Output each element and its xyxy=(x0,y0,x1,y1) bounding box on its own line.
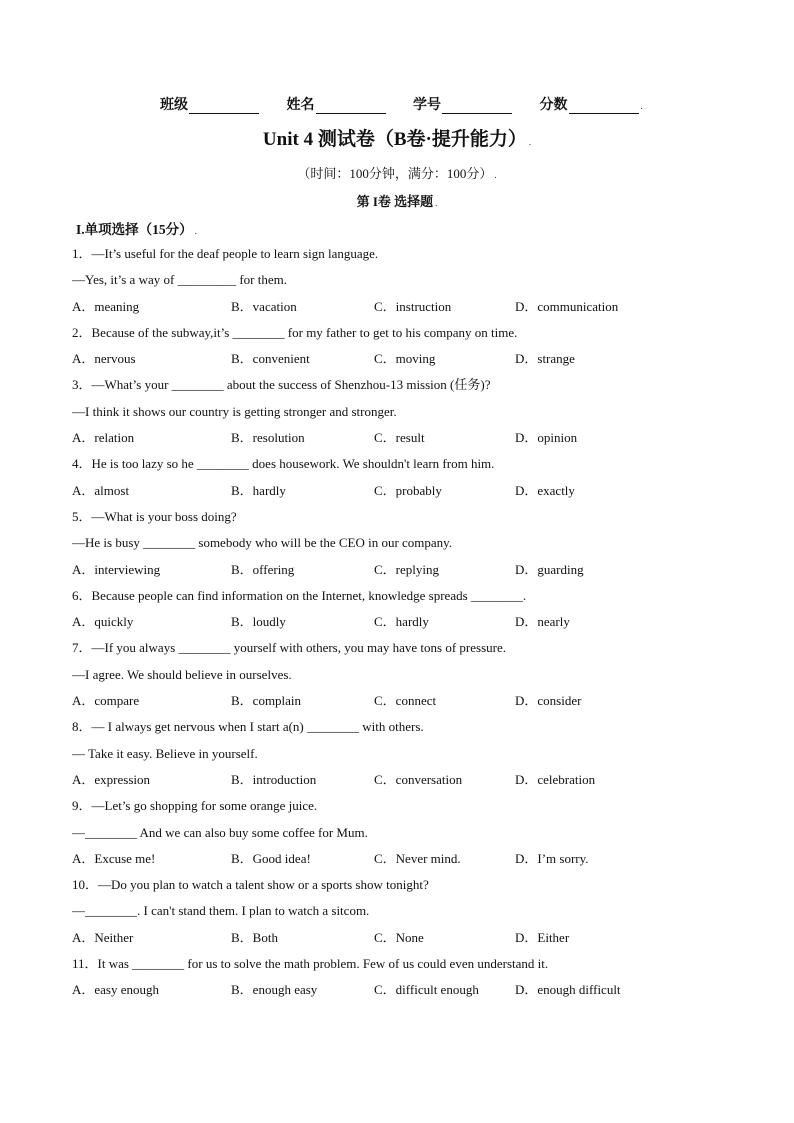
option-d[interactable]: D．opinion xyxy=(515,430,578,446)
question-list xyxy=(72,244,712,1007)
exam-info xyxy=(0,163,794,182)
section-title-text: 第 I卷 选择题 xyxy=(356,194,434,209)
question-stem: 5．—What is your boss doing? xyxy=(72,508,237,524)
question-stem: 11．It was ________ for us to solve the math problem. Few of us could even understand it. xyxy=(72,956,549,972)
option-b[interactable]: B．hardly xyxy=(231,482,286,498)
question-dialogue-line: —________. I can't stand them. I plan to watch a sitcom. xyxy=(72,903,370,919)
exam-info-text: （时间：100分钟，满分：100分） xyxy=(297,166,493,181)
page-title xyxy=(0,124,794,151)
option-c[interactable]: C．connect xyxy=(374,693,437,709)
option-c[interactable]: C．hardly xyxy=(374,614,429,630)
option-row xyxy=(72,928,712,954)
question-item xyxy=(72,323,712,376)
option-c[interactable]: C．replying xyxy=(374,561,439,577)
number-label: 学号 xyxy=(413,98,441,113)
number-blank[interactable] xyxy=(442,99,512,114)
option-a[interactable]: A．expression xyxy=(72,771,150,787)
question-stem: 10．—Do you plan to watch a talent show or a sports show tonight? xyxy=(72,877,429,893)
score-field xyxy=(540,94,643,114)
option-b[interactable]: B．enough easy xyxy=(231,982,318,998)
name-field xyxy=(287,94,386,114)
option-d[interactable]: D．I’m sorry. xyxy=(515,850,589,866)
option-row xyxy=(72,691,712,717)
option-c[interactable]: C．probably xyxy=(374,482,442,498)
class-label: 班级 xyxy=(160,98,188,113)
option-b[interactable]: B．offering xyxy=(231,561,295,577)
option-a[interactable]: A．almost xyxy=(72,482,130,498)
option-c[interactable]: C．result xyxy=(374,430,425,446)
option-d[interactable]: D．guarding xyxy=(515,561,584,577)
section-mark: . xyxy=(435,198,438,208)
question-item xyxy=(72,875,712,954)
option-c[interactable]: C．instruction xyxy=(374,298,452,314)
option-row xyxy=(72,770,712,796)
option-d[interactable]: D．enough difficult xyxy=(515,982,621,998)
question-item xyxy=(72,638,712,717)
option-a[interactable]: A．meaning xyxy=(72,298,140,314)
title-mark: . xyxy=(528,137,532,147)
question-dialogue-line: —He is busy ________ somebody who will be the CEO in our company. xyxy=(72,535,453,551)
option-a[interactable]: A．nervous xyxy=(72,351,136,367)
question-item xyxy=(72,454,712,507)
part-title-text: I.单项选择（15分） xyxy=(76,222,193,237)
name-label: 姓名 xyxy=(286,98,315,113)
option-c[interactable]: C．conversation xyxy=(374,771,463,787)
option-c[interactable]: C．Never mind. xyxy=(374,850,461,866)
question-dialogue-line: — Take it easy. Believe in yourself. xyxy=(72,745,258,761)
question-item xyxy=(72,954,712,1007)
header-end-mark: . xyxy=(640,101,643,111)
option-b[interactable]: B．loudly xyxy=(231,614,286,630)
question-dialogue-line: —I think it shows our country is getting stronger and stronger. xyxy=(72,403,397,419)
option-row xyxy=(72,849,712,875)
option-a[interactable]: A．easy enough xyxy=(72,982,160,998)
question-item xyxy=(72,244,712,323)
option-a[interactable]: A．compare xyxy=(72,693,140,709)
name-blank[interactable] xyxy=(316,99,386,114)
option-row xyxy=(72,980,712,1006)
option-row xyxy=(72,612,712,638)
option-b[interactable]: B．vacation xyxy=(231,298,297,314)
option-b[interactable]: B．resolution xyxy=(231,430,305,446)
number-field xyxy=(413,94,512,114)
class-field xyxy=(160,94,259,114)
class-blank[interactable] xyxy=(189,99,259,114)
question-stem: 9．—Let’s go shopping for some orange juice. xyxy=(72,798,318,814)
option-b[interactable]: B．convenient xyxy=(231,351,310,367)
option-row xyxy=(72,349,712,375)
option-c[interactable]: C．moving xyxy=(374,351,436,367)
question-item xyxy=(72,375,712,454)
question-dialogue-line: —Yes, it’s a way of _________ for them. xyxy=(72,272,287,288)
part-title xyxy=(76,218,197,238)
option-b[interactable]: B．complain xyxy=(231,693,302,709)
option-a[interactable]: A．interviewing xyxy=(72,561,161,577)
score-label: 分数 xyxy=(539,98,568,113)
option-row xyxy=(72,428,712,454)
question-stem: 3．—What’s your ________ about the success of Shenzhou-13 mission (任务)? xyxy=(72,377,491,393)
title-text: Unit 4 测试卷（B卷·提升能力） xyxy=(262,129,527,150)
option-d[interactable]: D．communication xyxy=(515,298,619,314)
option-c[interactable]: C．difficult enough xyxy=(374,982,479,998)
option-a[interactable]: A．Excuse me! xyxy=(72,850,156,866)
question-stem: 4．He is too lazy so he ________ does housework. We shouldn't learn from him. xyxy=(72,456,495,472)
question-item xyxy=(72,586,712,639)
option-b[interactable]: B．Good idea! xyxy=(231,850,311,866)
question-item xyxy=(72,717,712,796)
option-row xyxy=(72,297,712,323)
option-b[interactable]: B．introduction xyxy=(231,771,317,787)
option-row xyxy=(72,481,712,507)
option-d[interactable]: D．Either xyxy=(515,929,570,945)
part-mark: . xyxy=(194,226,197,236)
question-stem: 6．Because people can find information on the Internet, knowledge spreads ________. xyxy=(72,587,527,603)
question-stem: 1．—It’s useful for the deaf people to learn sign language. xyxy=(72,246,379,261)
option-a[interactable]: A．Neither xyxy=(72,929,134,945)
option-row xyxy=(72,560,712,586)
option-b[interactable]: B．Both xyxy=(231,929,278,945)
option-d[interactable]: D．consider xyxy=(515,693,582,709)
section-title xyxy=(0,191,794,210)
option-d[interactable]: D．exactly xyxy=(515,482,575,498)
question-dialogue-line: —I agree. We should believe in ourselves. xyxy=(72,666,292,682)
option-d[interactable]: D．nearly xyxy=(515,614,570,630)
question-item xyxy=(72,507,712,586)
question-stem: 7．—If you always ________ yourself with others, you may have tons of pressure. xyxy=(72,640,506,656)
option-c[interactable]: C．None xyxy=(374,929,424,945)
option-a[interactable]: A．quickly xyxy=(72,614,134,630)
question-dialogue-line: —________ And we can also buy some coffee for Mum. xyxy=(72,824,368,840)
option-a[interactable]: A．relation xyxy=(72,430,135,446)
option-d[interactable]: D．celebration xyxy=(515,771,596,787)
student-info-line xyxy=(160,94,660,114)
subtitle-mark: . xyxy=(494,170,497,180)
score-blank[interactable] xyxy=(569,99,639,114)
question-stem: 8．— I always get nervous when I start a(n) ________ with others. xyxy=(72,719,424,735)
question-item xyxy=(72,796,712,875)
option-d[interactable]: D．strange xyxy=(515,351,575,367)
question-stem: 2．Because of the subway,it’s ________ for my father to get to his company on time. xyxy=(72,324,518,340)
